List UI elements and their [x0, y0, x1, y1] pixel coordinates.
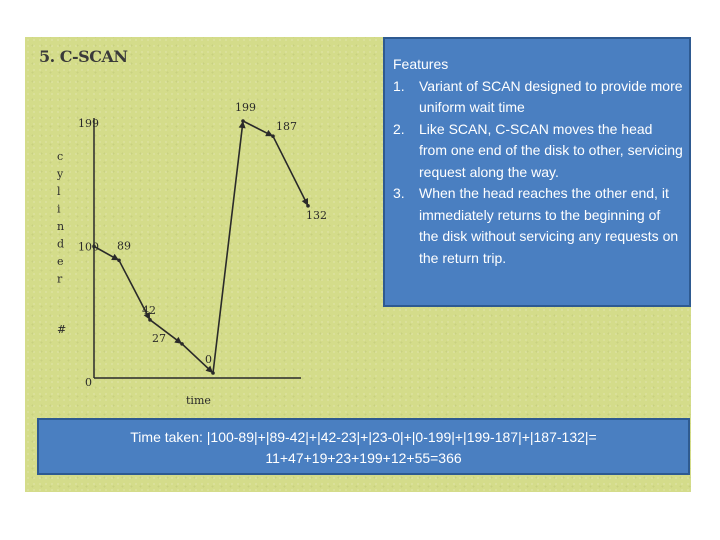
- y-axis-label-letter: y: [57, 167, 64, 181]
- data-point-label: 89: [117, 239, 131, 253]
- features-box: [383, 37, 691, 307]
- y-axis-label-letter: c: [57, 150, 64, 163]
- y-axis-label-letter: #: [57, 323, 67, 336]
- time-taken-formula: Time taken: |100-89|+|89-42|+|42-23|+|23-0|+|0-199|+|199-187|+|187-132|=: [130, 429, 597, 445]
- data-point-label: 27: [152, 331, 166, 345]
- y-axis-label-letter: r: [57, 272, 63, 286]
- diagram-title: 5. C-SCAN: [39, 47, 128, 66]
- data-point: [148, 318, 152, 322]
- y-axis-label-letter: e: [57, 255, 64, 268]
- time-taken-result: 11+47+19+23+199+12+55=366: [265, 450, 462, 466]
- data-point: [306, 204, 310, 208]
- origin-label: 0: [85, 376, 92, 389]
- data-point: [241, 119, 245, 123]
- data-point-label: 199: [235, 101, 256, 114]
- data-point-label: 187: [276, 120, 297, 134]
- feature-item: [393, 183, 683, 269]
- feature-number: 1.: [393, 77, 405, 94]
- data-point: [117, 258, 121, 262]
- data-point-label: 0: [205, 353, 212, 366]
- feature-text: When the head reaches the other end, it immediately returns to the beginning of the disk without servicing any requests on the return trip.: [419, 185, 679, 266]
- data-point-label: 132: [306, 208, 327, 222]
- x-axis-label: time: [186, 394, 211, 407]
- y-axis-label-letter: d: [57, 237, 65, 251]
- feature-item: [393, 76, 683, 119]
- data-point: [180, 342, 184, 346]
- feature-item: [393, 119, 683, 184]
- time-taken-box: [37, 418, 690, 475]
- data-point-label: 42: [142, 303, 156, 317]
- feature-text: Variant of SCAN designed to provide more uniform wait time: [419, 77, 683, 115]
- y-axis-label-letter: n: [57, 220, 65, 233]
- feature-number: 2.: [393, 120, 405, 137]
- y-axis-label-letter: i: [57, 202, 61, 216]
- features-heading: Features: [393, 56, 449, 72]
- y-axis-label: [56, 150, 66, 336]
- y-axis-label-letter: l: [57, 185, 61, 198]
- data-point: [271, 134, 275, 138]
- feature-text: Like SCAN, C-SCAN moves the head from one end of the disk to other, servicing request along the way.: [419, 120, 683, 180]
- y-axis-tick-label: 199: [78, 117, 99, 130]
- features-list: [393, 76, 683, 270]
- data-point-label: 100: [78, 240, 99, 254]
- feature-number: 3.: [393, 185, 405, 201]
- data-points: [78, 101, 327, 375]
- data-point: [211, 371, 215, 375]
